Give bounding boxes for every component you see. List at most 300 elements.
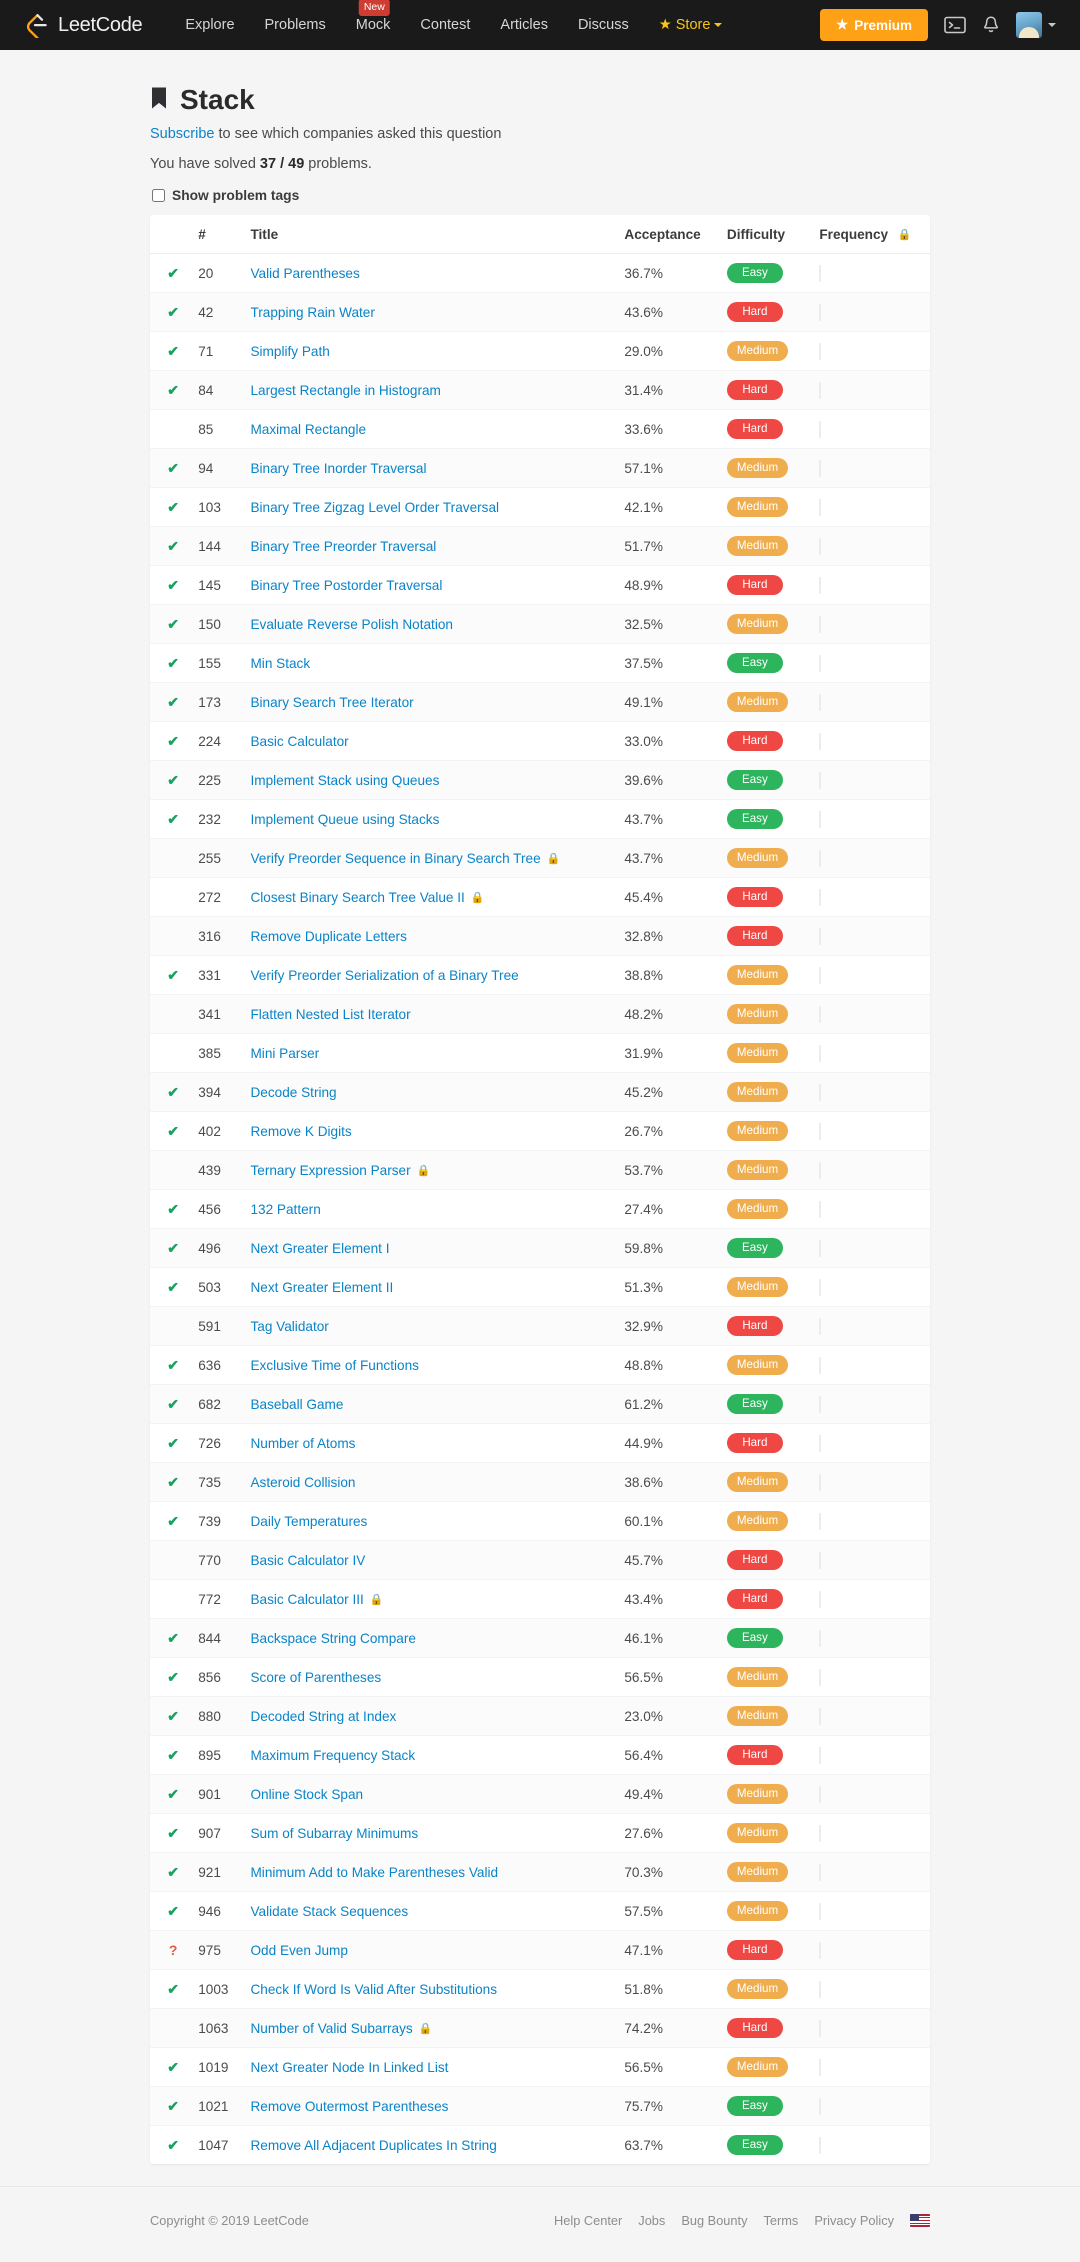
table-row [150,1814,930,1853]
difficulty-cell [719,1619,811,1658]
status-solved-icon: ✔ [150,1424,190,1463]
frequency-cell [811,527,930,566]
nav-link-label: Mock [355,17,391,33]
frequency-cell [811,1073,930,1112]
problem-title-link[interactable]: Evaluate Reverse Polish Notation [250,616,453,632]
status-solved-icon: ✔ [150,644,190,683]
problem-title-link[interactable]: Number of Valid Subarrays [250,2020,413,2036]
nav-link-articles[interactable] [485,11,563,39]
table-row [150,1034,930,1073]
frequency-bar [819,499,821,516]
status-empty [150,410,190,449]
difficulty-cell [719,1190,811,1229]
problem-title-link[interactable]: Maximal Rectangle [250,421,367,437]
difficulty-cell [719,1463,811,1502]
problem-id: 42 [190,293,242,332]
leetcode-logo-icon [24,12,50,38]
acceptance-rate: 49.4% [616,1775,719,1814]
footer-link-privacy-policy[interactable]: Privacy Policy [814,2213,894,2228]
problem-title-cell [242,1970,616,2009]
status-solved-icon: ✔ [150,1892,190,1931]
nav-link-label: Explore [185,17,235,33]
table-row [150,1307,930,1346]
nav-link-contest[interactable] [405,11,485,39]
problem-title-link[interactable]: Decode String [250,1084,337,1100]
frequency-bar [819,655,821,672]
acceptance-rate: 70.3% [616,1853,719,1892]
table-row [150,410,930,449]
show-problem-tags-toggle[interactable] [152,188,930,203]
difficulty-cell [719,1034,811,1073]
difficulty-cell [719,488,811,527]
problem-title-cell [242,1697,616,1736]
solved-count: 37 / 49 [259,156,305,172]
frequency-bar [819,1825,821,1842]
problem-title-link[interactable]: Binary Tree Inorder Traversal [250,460,427,476]
problem-title-link[interactable]: Remove K Digits [250,1123,352,1139]
table-row [150,1580,930,1619]
difficulty-cell [719,1892,811,1931]
nav-link-store[interactable] [644,11,738,39]
frequency-bar [819,850,821,867]
frequency-bar [819,1942,821,1959]
status-empty [150,878,190,917]
frequency-cell [811,488,930,527]
problem-title-link[interactable]: Sum of Subarray Minimums [250,1825,419,1841]
frequency-bar [819,1669,821,1686]
problem-id: 895 [190,1736,242,1775]
difficulty-cell [719,1736,811,1775]
problem-title-link[interactable]: Basic Calculator [250,733,349,749]
difficulty-badge: Hard [727,1589,783,1609]
problem-id: 225 [190,761,242,800]
frequency-bar [819,1591,821,1608]
problem-id: 20 [190,254,242,293]
status-solved-icon: ✔ [150,449,190,488]
problem-title-link[interactable]: Basic Calculator IV [250,1552,366,1568]
problem-title-link[interactable]: Asteroid Collision [250,1474,356,1490]
frequency-cell [811,1580,930,1619]
difficulty-badge: Medium [727,1472,788,1492]
status-solved-icon: ✔ [150,956,190,995]
problem-id: 456 [190,1190,242,1229]
table-row [150,761,930,800]
problem-title-link[interactable]: Binary Tree Postorder Traversal [250,577,443,593]
difficulty-badge: Medium [727,1862,788,1882]
difficulty-cell [719,839,811,878]
frequency-cell [811,1697,930,1736]
status-empty [150,1307,190,1346]
frequency-bar [819,1045,821,1062]
frequency-bar [819,2137,821,2154]
frequency-cell [811,293,930,332]
frequency-cell [811,1775,930,1814]
difficulty-cell [719,1580,811,1619]
frequency-bar [819,421,821,438]
problem-title-link[interactable]: Remove Outermost Parentheses [250,2098,449,2114]
difficulty-badge: Medium [727,341,788,361]
problem-id: 155 [190,644,242,683]
difficulty-badge: Medium [727,1355,788,1375]
problem-title-link[interactable]: Minimum Add to Make Parentheses Valid [250,1864,499,1880]
frequency-bar [819,1006,821,1023]
problem-title-link[interactable]: Next Greater Element I [250,1240,390,1256]
brand-text: LeetCode [58,13,143,36]
problem-id: 331 [190,956,242,995]
problem-title-link[interactable]: Binary Tree Zigzag Level Order Traversal [250,499,500,515]
frequency-bar [819,811,821,828]
frequency-cell [811,1541,930,1580]
table-row [150,1892,930,1931]
problem-title-link[interactable]: Baseball Game [250,1396,344,1412]
problem-id: 682 [190,1385,242,1424]
terminal-icon[interactable] [944,15,966,35]
problem-title-cell [242,722,616,761]
difficulty-badge: Hard [727,926,783,946]
frequency-bar [819,1630,821,1647]
frequency-cell [811,1931,930,1970]
difficulty-badge: Medium [727,497,788,517]
difficulty-badge: Medium [727,1121,788,1141]
acceptance-rate: 23.0% [616,1697,719,1736]
difficulty-badge: Medium [727,1043,788,1063]
frequency-bar [819,2059,821,2076]
acceptance-rate: 38.6% [616,1463,719,1502]
problem-title-link[interactable]: Implement Stack using Queues [250,772,440,788]
table-row [150,2048,930,2087]
column-header-number[interactable]: # [190,215,242,254]
difficulty-badge: Medium [727,1082,788,1102]
nav-link-mock[interactable] [341,1,406,39]
problem-title-link[interactable]: Verify Preorder Sequence in Binary Search Tree [250,850,541,866]
problem-id: 341 [190,995,242,1034]
problem-title-link[interactable]: Odd Even Jump [250,1942,348,1958]
table-row [150,1970,930,2009]
acceptance-rate: 39.6% [616,761,719,800]
problem-id: 255 [190,839,242,878]
problem-title-link[interactable]: Remove Duplicate Letters [250,928,407,944]
problem-title-link[interactable]: Check If Word Is Valid After Substitutions [250,1981,498,1997]
footer-link-help-center[interactable]: Help Center [554,2213,623,2228]
frequency-cell [811,878,930,917]
difficulty-badge: Hard [727,2018,783,2038]
difficulty-cell [719,1814,811,1853]
status-solved-icon: ✔ [150,254,190,293]
table-row [150,1229,930,1268]
acceptance-rate: 31.4% [616,371,719,410]
problem-title-cell [242,1853,616,1892]
nav-link-discuss[interactable] [563,11,644,39]
frequency-bar [819,1396,821,1413]
frequency-cell [811,1151,930,1190]
difficulty-cell [719,1112,811,1151]
table-row [150,605,930,644]
problem-title-cell [242,1307,616,1346]
difficulty-cell [719,293,811,332]
problem-title-link[interactable]: Next Greater Element II [250,1279,394,1295]
problem-title-link[interactable]: Number of Atoms [250,1435,356,1451]
problem-title-link[interactable]: Closest Binary Search Tree Value II [250,889,465,905]
table-row [150,1541,930,1580]
difficulty-cell [719,410,811,449]
difficulty-badge: Hard [727,575,783,595]
status-solved-icon: ✔ [150,1229,190,1268]
problem-title-cell [242,1112,616,1151]
column-header-title[interactable]: Title [242,215,616,254]
frequency-cell [811,1034,930,1073]
acceptance-rate: 56.4% [616,1736,719,1775]
difficulty-cell [719,1658,811,1697]
bell-icon[interactable] [982,15,1000,35]
status-solved-icon: ✔ [150,1619,190,1658]
solved-progress-text [150,156,930,172]
problem-title-link[interactable]: Valid Parentheses [250,265,360,281]
problem-title-link[interactable]: Validate Stack Sequences [250,1903,409,1919]
problem-id: 385 [190,1034,242,1073]
frequency-bar [819,265,821,282]
problem-id: 145 [190,566,242,605]
status-empty [150,839,190,878]
difficulty-badge: Hard [727,887,783,907]
avatar [1016,12,1042,38]
difficulty-badge: Medium [727,458,788,478]
acceptance-rate: 47.1% [616,1931,719,1970]
problem-title-link[interactable]: Score of Parentheses [250,1669,382,1685]
column-header-difficulty[interactable]: Difficulty [719,215,811,254]
problem-title-link[interactable]: Exclusive Time of Functions [250,1357,419,1373]
problems-table [150,215,930,2164]
difficulty-cell [719,1853,811,1892]
difficulty-cell [719,1073,811,1112]
table-row [150,1697,930,1736]
problem-title-link[interactable]: Online Stock Span [250,1786,364,1802]
page-title: Stack [180,84,255,115]
difficulty-cell [719,605,811,644]
acceptance-rate: 51.8% [616,1970,719,2009]
frequency-cell [811,683,930,722]
problem-title-cell [242,1736,616,1775]
difficulty-badge: Easy [727,1238,783,1258]
problem-title-link[interactable]: Binary Tree Preorder Traversal [250,538,437,554]
frequency-bar [819,2098,821,2115]
difficulty-cell [719,1502,811,1541]
problem-title-link[interactable]: Backspace String Compare [250,1630,416,1646]
table-row [150,449,930,488]
problem-title-cell [242,917,616,956]
status-empty [150,917,190,956]
problem-id: 726 [190,1424,242,1463]
difficulty-badge: Medium [727,1199,788,1219]
acceptance-rate: 59.8% [616,1229,719,1268]
frequency-bar [819,772,821,789]
problem-title-link[interactable]: Min Stack [250,655,311,671]
difficulty-cell [719,1385,811,1424]
table-row [150,1853,930,1892]
problem-title-cell [242,839,616,878]
problem-title-link[interactable]: Decoded String at Index [250,1708,397,1724]
brand-home-link[interactable] [24,12,142,38]
frequency-bar [819,1708,821,1725]
difficulty-cell [719,527,811,566]
footer-inner [150,2213,930,2228]
acceptance-rate: 43.6% [616,293,719,332]
problem-id: 591 [190,1307,242,1346]
problem-id: 739 [190,1502,242,1541]
problem-id: 880 [190,1697,242,1736]
table-row [150,1502,930,1541]
difficulty-badge: Easy [727,1628,783,1648]
table-row [150,722,930,761]
problem-title-cell [242,1073,616,1112]
problem-id: 735 [190,1463,242,1502]
problem-title-link[interactable]: Maximum Frequency Stack [250,1747,416,1763]
footer-link-jobs[interactable]: Jobs [638,2213,666,2228]
frequency-bar [819,1357,821,1374]
difficulty-cell [719,1151,811,1190]
frequency-bar [819,1786,821,1803]
avatar-menu[interactable] [1016,12,1056,38]
column-header-frequency[interactable] [811,215,930,254]
problem-id: 1021 [190,2087,242,2126]
difficulty-badge: Medium [727,848,788,868]
solved-suffix: problems. [304,156,372,172]
problem-title-link[interactable]: Simplify Path [250,343,330,359]
problem-title-link[interactable]: Ternary Expression Parser [250,1162,411,1178]
problem-title-link[interactable]: Mini Parser [250,1045,320,1061]
problem-title-cell [242,1346,616,1385]
frequency-bar [819,733,821,750]
page-header [150,84,930,116]
frequency-cell [811,1814,930,1853]
status-empty [150,1034,190,1073]
status-solved-icon: ✔ [150,1775,190,1814]
nav-link-label: Contest [420,17,471,33]
frequency-cell [811,1307,930,1346]
frequency-bar [819,1318,821,1335]
difficulty-badge: Easy [727,770,783,790]
frequency-bar [819,1903,821,1920]
acceptance-rate: 44.9% [616,1424,719,1463]
frequency-bar [819,1474,821,1491]
problem-title-link[interactable]: Implement Queue using Stacks [250,811,440,827]
problem-title-link[interactable]: Binary Search Tree Iterator [250,694,414,710]
footer-link-terms[interactable]: Terms [763,2213,799,2228]
page-body [0,50,1080,2262]
status-solved-icon: ✔ [150,1736,190,1775]
nav-link-problems[interactable] [250,11,341,39]
problem-title-cell [242,1658,616,1697]
acceptance-rate: 36.7% [616,254,719,293]
acceptance-rate: 48.9% [616,566,719,605]
acceptance-rate: 48.8% [616,1346,719,1385]
acceptance-rate: 53.7% [616,1151,719,1190]
problem-title-cell [242,1892,616,1931]
difficulty-badge: Medium [727,1277,788,1297]
acceptance-rate: 51.3% [616,1268,719,1307]
bookmark-icon[interactable] [150,86,168,115]
premium-button[interactable] [820,9,928,41]
problem-title-link[interactable]: Tag Validator [250,1318,329,1334]
problem-title-link[interactable]: Trapping Rain Water [250,304,375,320]
difficulty-badge: Medium [727,1784,788,1804]
footer-link-bug-bounty[interactable]: Bug Bounty [681,2213,748,2228]
acceptance-rate: 57.1% [616,449,719,488]
acceptance-rate: 48.2% [616,995,719,1034]
frequency-cell [811,995,930,1034]
us-flag-icon[interactable] [910,2214,930,2227]
difficulty-cell [719,566,811,605]
acceptance-rate: 29.0% [616,332,719,371]
difficulty-badge: Hard [727,1940,783,1960]
problem-title-link[interactable]: Flatten Nested List Iterator [250,1006,411,1022]
difficulty-badge: Hard [727,1745,783,1765]
problem-id: 844 [190,1619,242,1658]
frequency-cell [811,332,930,371]
show-problem-tags-checkbox[interactable] [152,189,165,202]
problem-id: 103 [190,488,242,527]
column-header-frequency-label: Frequency [819,227,889,242]
status-solved-icon: ✔ [167,2136,179,2153]
table-body [150,254,930,2165]
problem-title-cell [242,1463,616,1502]
status-solved-icon: ✔ [150,1190,190,1229]
difficulty-cell [719,917,811,956]
problem-title-link[interactable]: Daily Temperatures [250,1513,368,1529]
problem-title-link[interactable]: Remove All Adjacent Duplicates In String [250,2137,497,2153]
table-row [150,488,930,527]
frequency-cell [811,1736,930,1775]
frequency-cell [811,566,930,605]
problem-id: 1063 [190,2009,242,2048]
acceptance-rate: 32.9% [616,1307,719,1346]
new-badge: New [359,0,390,16]
problem-title-link[interactable]: Next Greater Node In Linked List [250,2059,449,2075]
star-icon: ★ [836,17,849,32]
difficulty-cell [719,371,811,410]
frequency-cell [811,1892,930,1931]
problem-title-cell [242,293,616,332]
table-row [150,2087,930,2126]
status-empty [150,2009,190,2048]
acceptance-rate: 33.0% [616,722,719,761]
problem-title-link[interactable]: Verify Preorder Serialization of a Binary Tree [250,967,519,983]
frequency-bar [819,694,821,711]
problem-title-cell [242,1502,616,1541]
problem-title-link[interactable]: Basic Calculator III [250,1591,364,1607]
column-header-acceptance[interactable]: Acceptance [616,215,719,254]
difficulty-badge: Medium [727,2057,788,2077]
acceptance-rate: 32.5% [616,605,719,644]
problem-id: 272 [190,878,242,917]
problem-title-cell [242,761,616,800]
difficulty-cell [719,956,811,995]
subscribe-link[interactable]: Subscribe [150,126,215,142]
difficulty-cell [719,995,811,1034]
problem-title-link[interactable]: 132 Pattern [250,1201,321,1217]
frequency-bar [819,577,821,594]
problem-title-link[interactable]: Largest Rectangle in Histogram [250,382,441,398]
status-solved-icon: ✔ [150,566,190,605]
nav-link-label: Discuss [577,17,629,33]
nav-link-explore[interactable] [170,11,249,39]
table-row [150,644,930,683]
difficulty-badge: Medium [727,965,788,985]
acceptance-rate: 43.7% [616,800,719,839]
problem-title-cell [242,1385,616,1424]
difficulty-cell [719,1775,811,1814]
table-row [150,1268,930,1307]
acceptance-rate: 51.7% [616,527,719,566]
